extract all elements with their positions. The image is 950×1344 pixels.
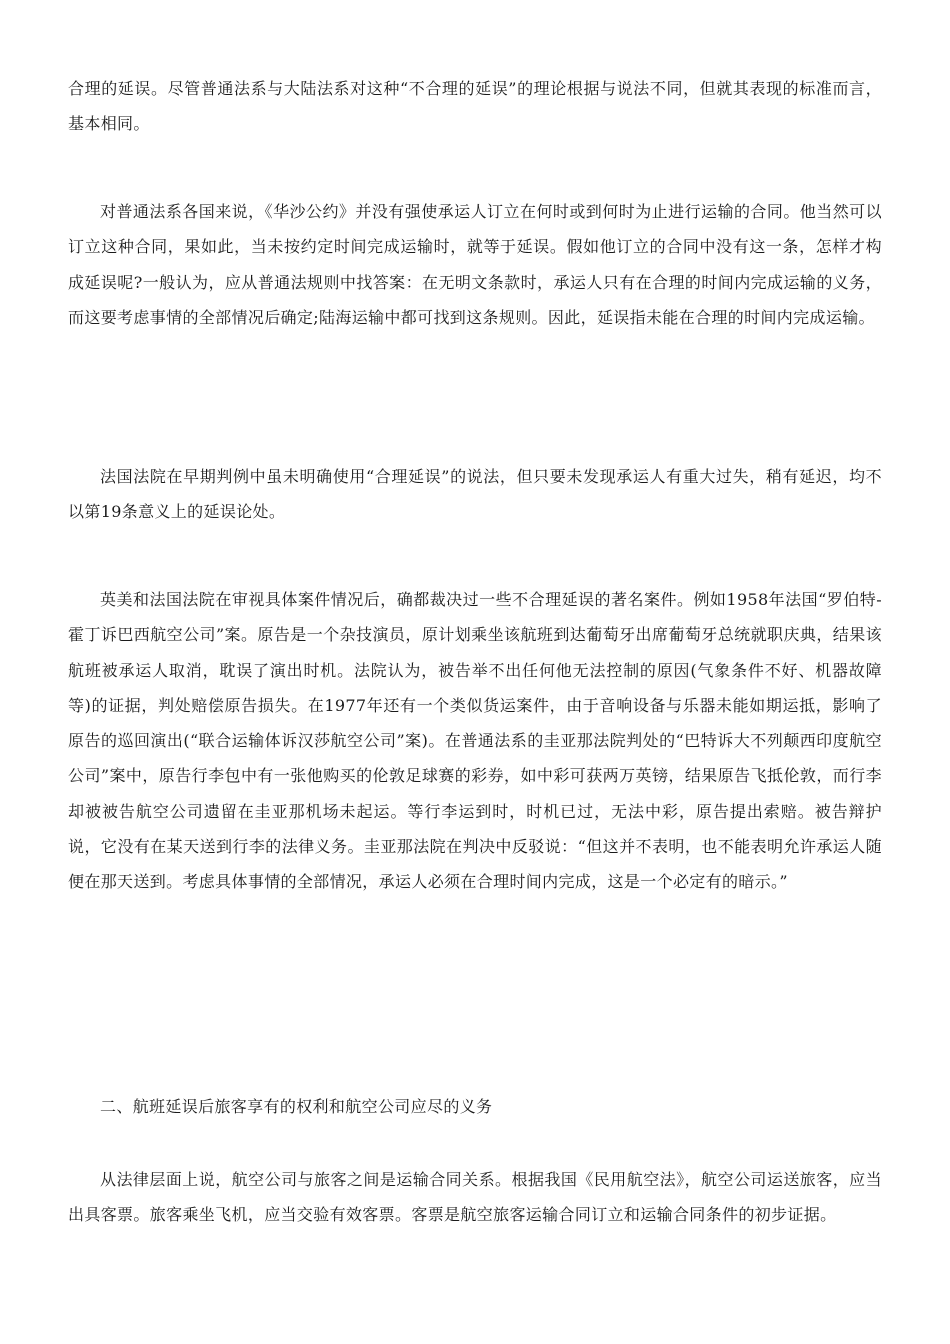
paragraph-legal-relationship: 从法律层面上说，航空公司与旅客之间是运输合同关系。根据我国《民用航空法》，航空公司运送旅客，应当出具客票。旅客乘坐飞机，应当交验有效客票。客票是航空旅客运输合同订立和运输合同条件的初步证据。: [68, 1170, 882, 1225]
section-heading: 二、航班延误后旅客享有的权利和航空公司应尽的义务: [100, 1097, 493, 1116]
paragraph-continuation: 合理的延误。尽管普通法系与大陆法系对这种“不合理的延误”的理论根据与说法不同，但就其表现的标准而言，基本相同。: [68, 79, 882, 134]
paragraph-famous-cases: 英美和法国法院在审视具体案件情况后，确都裁决过一些不合理延误的著名案件。例如1958年法国“罗伯特-霍丁诉巴西航空公司”案。原告是一个杂技演员，原计划乘坐该航班到达葡萄牙出席葡萄牙总统就职庆典，结果该航班被承运人取消，耽误了演出时机。法院认为，被告举不出任何他无法控制的原因(气象条件不好、机器故障等)的证据，判处赔偿原告损失。在1977年还有一个类似货运案件，由于音响设备与乐器未能如期运抵，影响了原告的巡回演出(“联合运输体诉汉莎航空公司”案)。在普通法系的圭亚那法院判处的“巴特诉大不列颠西印度航空公司”案中，原告行李包中有一张他购买的伦敦足球赛的彩券，如中彩可获两万英镑，结果原告飞抵伦敦，而行李却被被告航空公司遗留在圭亚那机场未起运。等行李运到时，时机已过，无法中彩，原告提出索赔。被告辩护说，它没有在某天送到行李的法律义务。圭亚那法院在判决中反驳说：“但这并不表明，也不能表明允许承运人随便在那天送到。考虑具体事情的全部情况，承运人必须在合理时间内完成，这是一个必定有的暗示。”: [68, 590, 882, 892]
paragraph-french-courts: 法国法院在早期判例中虽未明确使用“合理延误”的说法，但只要未发现承运人有重大过失，稍有延迟，均不以第19条意义上的延误论处。: [68, 467, 882, 522]
paragraph-common-law: 对普通法系各国来说，《华沙公约》并没有强使承运人订立在何时或到何时为止进行运输的合同。他当然可以订立这种合同，果如此，当未按约定时间完成运输时，就等于延误。假如他订立的合同中没有这一条，怎样才构成延误呢?一般认为，应从普通法规则中找答案：在无明文条款时，承运人只有在合理的时间内完成运输的义务，而这要考虑事情的全部情况后确定;陆海运输中都可找到这条规则。因此，延误指未能在合理的时间内完成运输。: [68, 202, 882, 327]
